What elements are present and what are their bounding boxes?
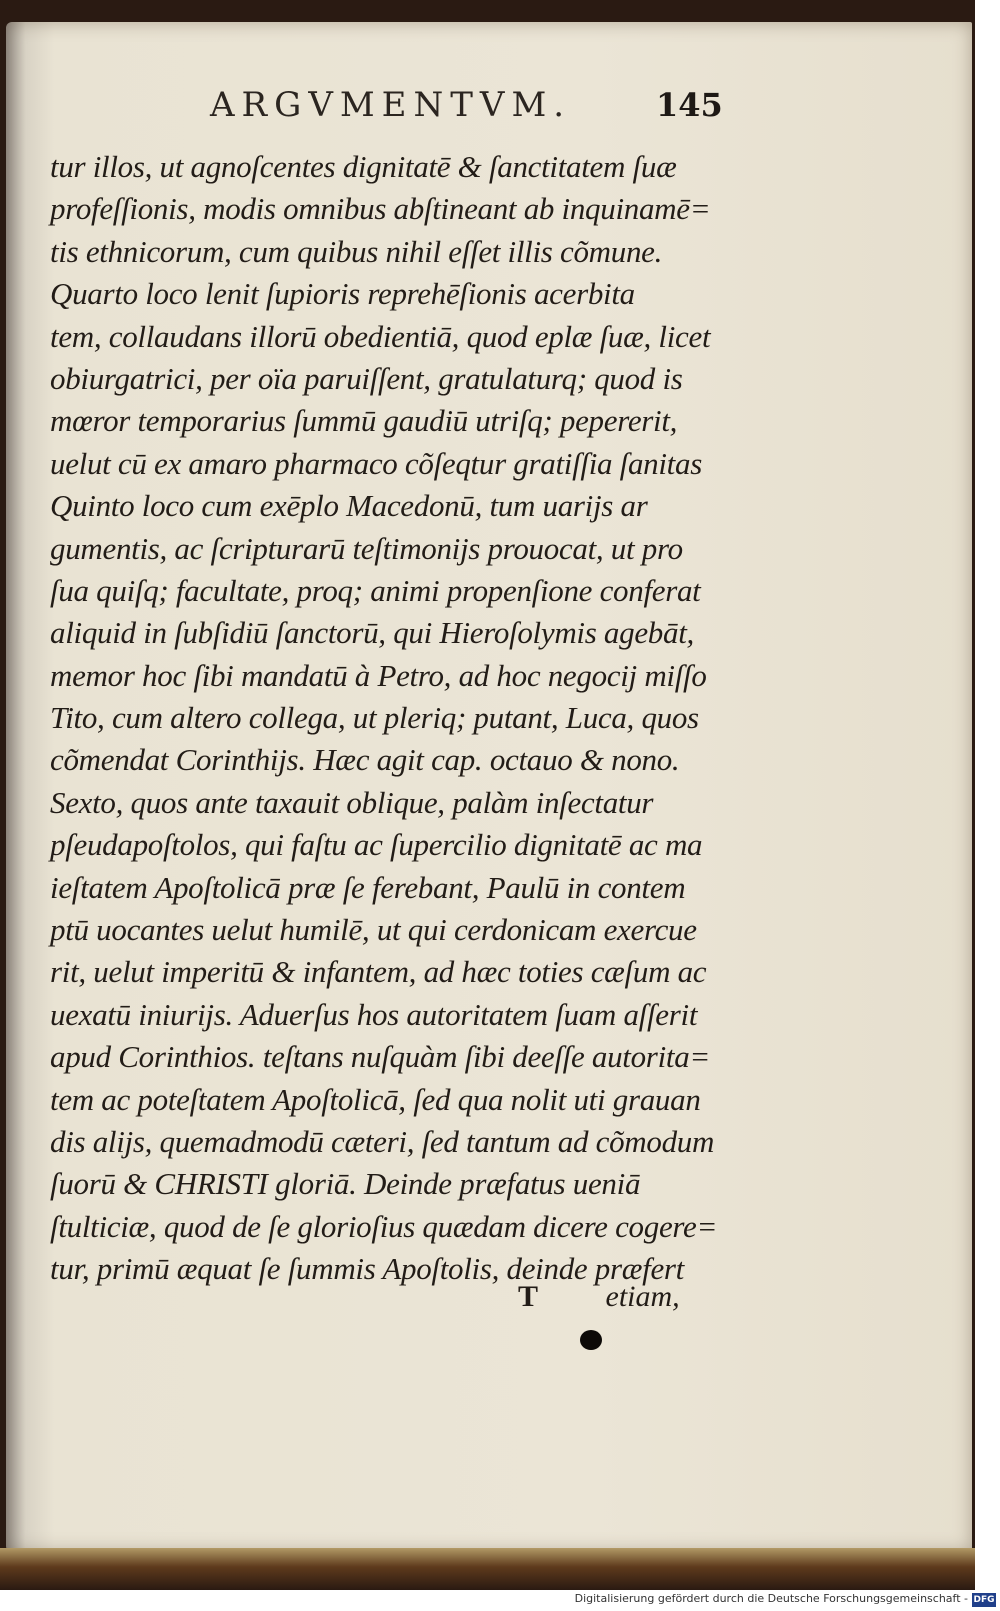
text-line: tur illos, ut agnoſcentes dignitatē & ſanctitatem ſuæ bbox=[50, 149, 677, 184]
text-line: tem ac poteſtatem Apoſtolicā, ſed qua nolit uti grauan bbox=[50, 1081, 701, 1117]
text-line: uexatū iniurijs. Aduerſus hos autoritatem ſuam aſſerit bbox=[50, 996, 698, 1032]
text-line: ſtulticiæ, quod de ſe glorioſius quædam dicere cogere= bbox=[50, 1208, 718, 1244]
text-line: apud Corinthios. teſtans nuſquàm ſibi deeſſe autorita= bbox=[50, 1039, 711, 1075]
page-bottom-edge bbox=[0, 1548, 975, 1590]
text-line: uelut cū ex amaro pharmaco cõſeqtur gratiſſia ſanitas bbox=[50, 445, 702, 481]
text-line: ptū uocantes uelut humilē, ut qui cerdonicam exercue bbox=[50, 912, 697, 948]
catchword: etiam, bbox=[605, 1280, 680, 1313]
text-line: ſuorū & CHRISTI gloriā. Deinde præfatus ueniā bbox=[50, 1166, 641, 1202]
catchword-row bbox=[518, 1280, 738, 1314]
text-line: tis ethnicorum, cum quibus nihil eſſet illis cõmune. bbox=[50, 233, 663, 269]
signature-mark: T bbox=[518, 1280, 539, 1313]
text-line: profeſſionis, modis omnibus abſtineant ab inquinamē= bbox=[50, 191, 711, 227]
text-line: tur, primū æquat ſe ſummis Apoſtolis, deinde præfert bbox=[50, 1251, 684, 1287]
text-line: mœror temporarius ſummū gaudiū utriſq; pepererit, bbox=[50, 403, 678, 439]
text-line: ieſtatem Apoſtolicā præ ſe ferebant, Paulū in contem bbox=[50, 869, 686, 905]
text-line: rit, uelut imperitū & infantem, ad hæc toties cæſum ac bbox=[50, 954, 707, 990]
text-line: dis alijs, quemadmodū cæteri, ſed tantum ad cõmodum bbox=[50, 1123, 715, 1159]
footer-bar bbox=[0, 1590, 1000, 1611]
dfg-logo-icon: DFG bbox=[973, 1595, 995, 1605]
text-line: Quinto loco cum exēplo Macedonū, tum uarijs ar bbox=[50, 488, 648, 524]
text-line: Sexto, quos ante taxauit oblique, palàm inſectatur bbox=[50, 784, 654, 820]
page-number: 145 bbox=[656, 86, 723, 124]
running-head: ARGVMENTVM. bbox=[210, 85, 572, 125]
text-line: cõmendat Corinthijs. Hæc agit cap. octauo & nono. bbox=[50, 742, 680, 778]
digitization-credit: Digitalisierung gefördert durch die Deutsche Forschungsgemeinschaft - bbox=[574, 1592, 968, 1605]
text-line: tem, collaudans illorū obedientiā, quod eplæ ſuæ, licet bbox=[50, 318, 711, 354]
text-line: ſua quiſq; facultate, proq; animi propenſione conferat bbox=[50, 572, 701, 608]
text-line: obiurgatrici, per oïa paruiſſent, gratulaturq; quod is bbox=[50, 360, 683, 396]
ink-blot bbox=[580, 1330, 602, 1350]
text-line: pſeudapoſtolos, qui faſtu ac ſupercilio dignitatē ac ma bbox=[50, 827, 703, 863]
text-line: memor hoc ſibi mandatū à Petro, ad hoc negocij miſſo bbox=[50, 657, 707, 693]
text-line: aliquid in ſubſidiū ſanctorū, qui Hieroſolymis agebāt, bbox=[50, 615, 694, 651]
body-text bbox=[50, 146, 730, 1291]
text-line: Tito, cum altero collega, ut pleriq; putant, Luca, quos bbox=[50, 700, 699, 736]
text-line: gumentis, ac ſcripturarū teſtimonijs prouocat, ut pro bbox=[50, 530, 683, 566]
text-line: Quarto loco lenit ſupioris reprehēſionis acerbita bbox=[50, 276, 635, 312]
